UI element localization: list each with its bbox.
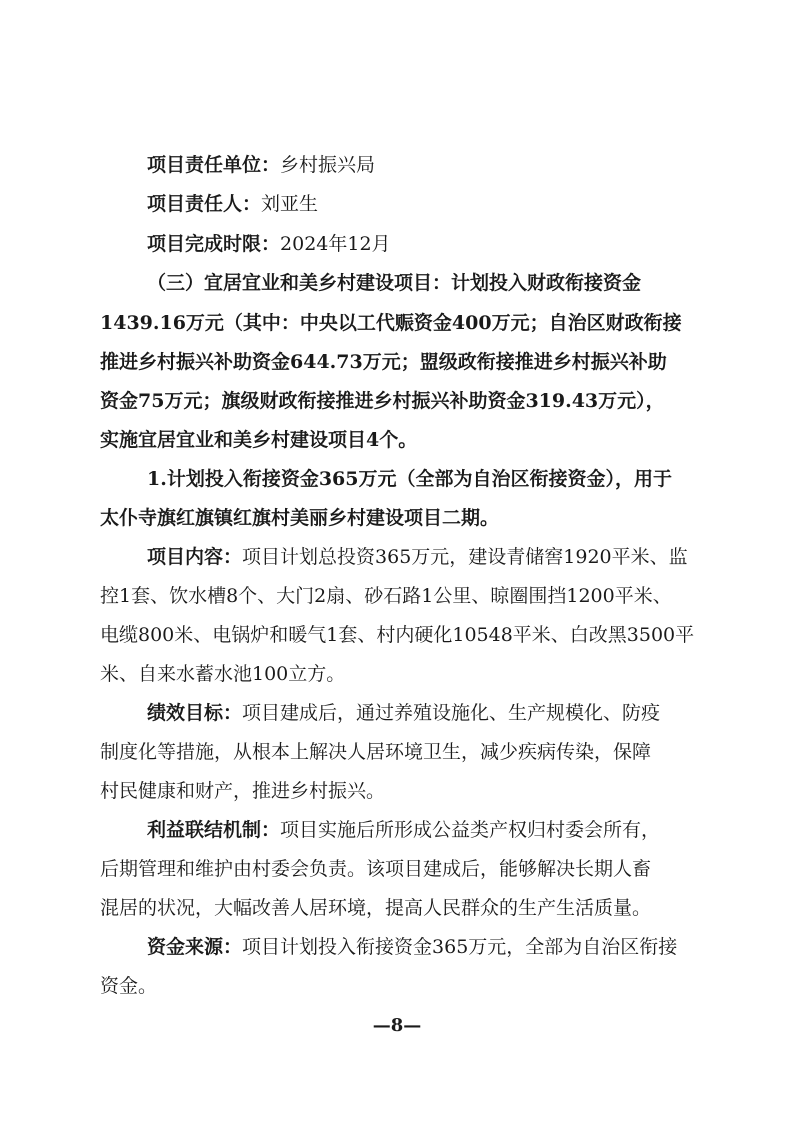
goal-line-3: 村民健康和财产，推进乡村振兴。 [100,780,386,802]
deadline-label: 项目完成时限： [147,233,281,255]
unit-label: 项目责任单位： [147,154,281,176]
section3-line-2: 1439.16万元（其中：中央以工代赈资金400万元；自治区财政衔接 [100,312,682,334]
goal-line-1: 绩效目标：项目建成后，通过养殖设施化、生产规模化、防疫 [147,702,661,724]
section3-line-1: （三）宜居宜业和美乡村建设项目：计划投入财政衔接资金 [147,272,642,294]
funding-line-2: 资金。 [100,975,158,997]
section3-line-5: 实施宜居宜业和美乡村建设项目4个。 [100,429,418,451]
goal-line-2: 制度化等措施，从根本上解决人居环境卫生，减少疾病传染，保障 [100,741,652,763]
mechanism-label: 利益联结机制： [147,819,281,841]
funding-label: 资金来源： [147,936,243,958]
person-label: 项目责任人： [147,193,262,215]
funding-line-1: 资金来源：项目计划投入衔接资金365万元，全部为自治区衔接 [147,936,678,958]
goal-label: 绩效目标： [147,702,243,724]
person-value: 刘亚生 [261,193,319,215]
unit-value: 乡村振兴局 [280,154,376,176]
item1-line-1: 1.计划投入衔接资金365万元（全部为自治区衔接资金），用于 [147,468,672,490]
content-line-4: 米、自来水蓄水池100立方。 [100,663,346,685]
mechanism-line-1: 利益联结机制：项目实施后所形成公益类产权归村委会所有， [147,819,661,841]
content-line-3: 电缆800米、电锅炉和暖气1套、村内硬化10548平米、白改黑3500平 [100,624,695,646]
mechanism-line-3: 混居的状况，大幅改善人居环境，提高人民群众的生产生活质量。 [100,897,652,919]
content-label: 项目内容： [147,546,243,568]
item1-line-2: 太仆寺旗红旗镇红旗村美丽乡村建设项目二期。 [100,507,500,529]
deadline-value: 2024年12月 [280,233,391,255]
mechanism-line-2: 后期管理和维护由村委会负责。该项目建成后，能够解决长期人畜 [100,858,652,880]
section3-line-4: 资金75万元；旗级财政衔接推进乡村振兴补助资金319.43万元）， [100,390,665,412]
unit-line [147,150,375,177]
content-line-1: 项目内容：项目计划总投资365万元，建设青储窖1920平米、监 [147,546,688,568]
section3-line-3: 推进乡村振兴补助资金644.73万元；盟级政衔接推进乡村振兴补助 [100,351,667,373]
content-line-2: 控1套、饮水槽8个、大门2扇、砂石路1公里、晾圈围挡1200平米、 [100,585,672,607]
page-number: —8— [372,1015,422,1036]
person-line [147,189,318,216]
deadline-line [147,229,391,256]
